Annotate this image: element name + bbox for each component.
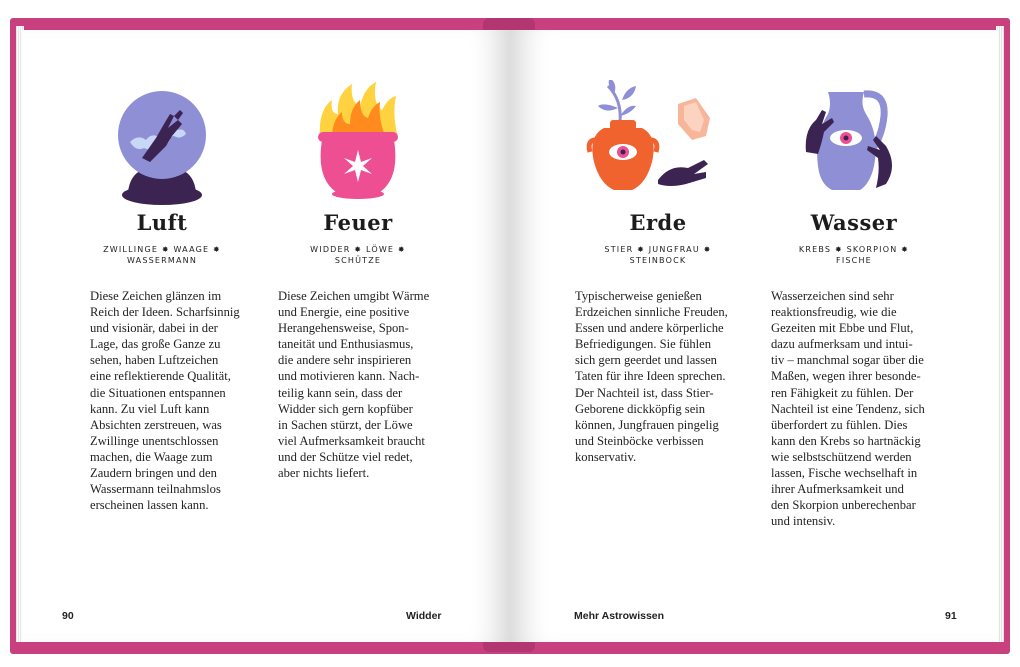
text-line: lassen, Fische wechselhaft in xyxy=(771,466,918,481)
text-line: und intensiv. xyxy=(771,514,836,529)
crystal-ball-hand-icon xyxy=(64,80,260,210)
text-line: machen, die Waage zum xyxy=(90,449,213,464)
element-title: Luft xyxy=(136,210,188,235)
text-line: konservativ. xyxy=(575,449,637,464)
text-line: sich gern geerdet und lassen xyxy=(575,353,717,368)
body-text xyxy=(278,288,450,481)
text-line: und Steinböcke verbissen xyxy=(575,433,704,448)
body-text xyxy=(90,288,262,513)
zodiac-signs-line: STIER ✸ JUNGFRAU ✸ xyxy=(604,245,712,254)
text-line: Erdzeichen sinnliche Freuden, xyxy=(575,305,728,320)
vase-eye-crystal-icon xyxy=(560,80,756,210)
text-line: teilig kann sein, dass der xyxy=(278,385,403,400)
right-page xyxy=(510,30,998,642)
text-line: Diese Zeichen glänzen im xyxy=(90,289,222,303)
text-line: Der Nachteil ist, dass Stier- xyxy=(575,385,714,400)
text-line: die andere sehr inspirieren xyxy=(278,353,412,368)
element-title: Erde xyxy=(629,210,687,235)
text-line: dazu aufmerksam und intui- xyxy=(771,337,913,352)
running-head: Mehr Astrowissen xyxy=(574,610,665,622)
text-line: Essen und andere körperliche xyxy=(575,321,724,336)
text-line: ihrer Aufmerksamkeit und xyxy=(771,482,904,497)
text-line: Zwillinge unentschlossen xyxy=(90,433,219,448)
text-line: Widder sich gern kopfüber xyxy=(278,401,413,416)
text-line: und der Schütze viel redet, xyxy=(278,449,413,464)
text-line: Nachteil ist eine Tendenz, sich xyxy=(771,401,925,416)
text-line: aber nichts liefert. xyxy=(278,466,370,481)
text-line: sehen, haben Luftzeichen xyxy=(90,353,219,368)
body-text xyxy=(575,288,747,465)
zodiac-signs xyxy=(570,244,746,266)
text-line: ren Fähigkeit zu fühlen. Der xyxy=(771,385,914,400)
text-line: Reich der Ideen. Scharfsinnig xyxy=(90,305,240,320)
text-line: Typischerweise genießen xyxy=(575,289,702,303)
text-line: und motivieren kann. Nach- xyxy=(278,369,420,384)
text-line: Lage, das große Ganze zu xyxy=(90,337,221,352)
text-line: können, Jungfrauen pingelig xyxy=(575,417,719,432)
zodiac-signs-line: ZWILLINGE ✸ WAAGE ✸ xyxy=(103,245,221,254)
text-line: die Situationen entspannen xyxy=(90,385,226,400)
text-line: Herangehensweise, Spon- xyxy=(278,321,409,336)
text-line: taneität und Enthusiasmus, xyxy=(278,337,414,352)
text-line: Wasserzeichen sind sehr xyxy=(771,289,894,303)
text-line: überfordert zu fühlen. Dies xyxy=(771,417,908,432)
text-line: wie selbstschützend werden xyxy=(771,449,912,464)
text-line: und visionär, dabei in der xyxy=(90,321,218,336)
zodiac-signs xyxy=(270,244,446,266)
zodiac-signs-line: WIDDER ✸ LÖWE ✸ xyxy=(310,245,406,254)
text-line: Absichten zerstreuen, was xyxy=(90,417,222,432)
text-line: Zaudern bringen und den xyxy=(90,466,217,481)
text-line: tiv – manchmal sogar über die xyxy=(771,353,924,368)
text-line: kann. Zu viel Luft kann xyxy=(90,401,210,416)
flaming-cauldron-icon xyxy=(260,80,456,210)
page-number: 91 xyxy=(945,610,957,622)
left-page xyxy=(22,30,510,642)
element-title: Wasser xyxy=(810,210,898,235)
text-line: kann den Krebs so hartnäckig xyxy=(771,433,921,448)
text-line: Maßen, wegen ihrer besonde- xyxy=(771,369,921,384)
zodiac-signs-line: WASSERMANN xyxy=(126,256,198,265)
body-text xyxy=(771,288,943,529)
zodiac-signs-line: FISCHE xyxy=(836,256,872,265)
zodiac-signs-line: STEINBOCK xyxy=(629,256,687,265)
zodiac-signs-line: SCHÜTZE xyxy=(334,256,382,265)
text-line: den Skorpion unberechenbar xyxy=(771,498,916,513)
text-line: in Sachen stürzt, der Löwe xyxy=(278,417,413,432)
text-line: eine reflektierende Qualität, xyxy=(90,369,231,384)
zodiac-signs xyxy=(766,244,942,266)
text-line: erscheinen lassen kann. xyxy=(90,498,209,513)
text-line: Diese Zeichen umgibt Wärme xyxy=(278,289,430,303)
text-line: reaktionsfreudig, wie die xyxy=(771,305,897,320)
page-number: 90 xyxy=(62,610,74,622)
text-line: Befriedigungen. Sie fühlen xyxy=(575,337,712,352)
zodiac-signs xyxy=(74,244,250,266)
element-title: Feuer xyxy=(323,210,393,235)
text-line: viel Aufmerksamkeit braucht xyxy=(278,433,425,448)
text-line: Geborene dickköpfig sein xyxy=(575,401,706,416)
text-line: Taten für ihre Ideen sprechen. xyxy=(575,369,726,384)
jug-eye-hands-icon xyxy=(756,80,952,210)
text-line: und Energie, eine positive xyxy=(278,305,410,320)
zodiac-signs-line: KREBS ✸ SKORPION ✸ xyxy=(798,245,910,254)
text-line: Gezeiten mit Ebbe und Flut, xyxy=(771,321,914,336)
text-line: Wassermann teilnahmslos xyxy=(90,482,221,497)
running-head: Widder xyxy=(406,610,442,622)
